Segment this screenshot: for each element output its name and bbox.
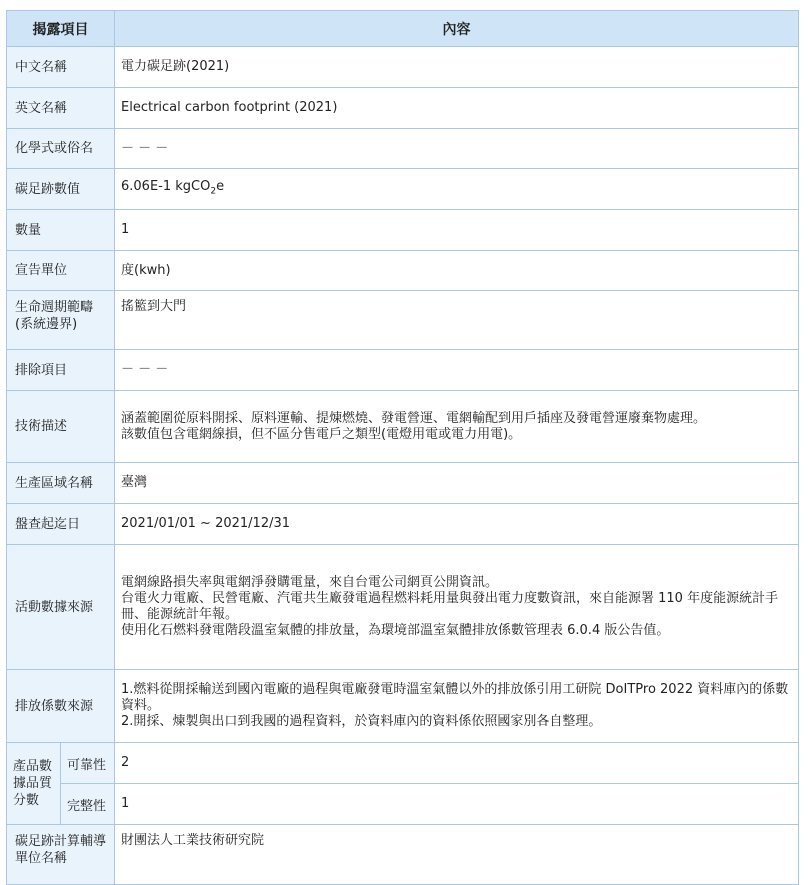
table-row xyxy=(7,291,799,350)
header-content: 內容 xyxy=(115,11,799,47)
row-value-declared-unit: 度(kwh) xyxy=(115,251,799,291)
table-row xyxy=(7,350,799,391)
table-row xyxy=(7,463,799,504)
row-value-quantity: 1 xyxy=(115,210,799,251)
activity-line: 電網線路損失率與電網淨發購電量，來自台電公司網頁公開資訊。 xyxy=(121,575,499,590)
row-value-region: 臺灣 xyxy=(115,463,799,504)
row-label-english-name: 英文名稱 xyxy=(7,88,115,129)
row-label-chemical: 化學式或俗名 xyxy=(7,129,115,169)
table-row xyxy=(7,545,799,670)
header-row xyxy=(7,11,799,47)
row-value-exclusion: － － － xyxy=(115,350,799,391)
row-value-lifecycle: 搖籃到大門 xyxy=(115,291,799,350)
emission-factor-line: 2.開採、煉製與出口到我國的過程資料，於資料庫內的資料係依照國家別各自整理。 xyxy=(121,714,602,729)
carbon-value-number: 6.06E-1 kgCO xyxy=(121,178,211,194)
row-value-activity xyxy=(115,545,799,670)
row-label-emission-factor: 排放係數來源 xyxy=(7,670,115,743)
row-value-period: 2021/01/01 ~ 2021/12/31 xyxy=(115,504,799,545)
row-label-chinese-name: 中文名稱 xyxy=(7,47,115,88)
row-label-quantity: 數量 xyxy=(7,210,115,251)
row-label-calc-unit: 碳足跡計算輔導單位名稱 xyxy=(7,825,115,885)
quality-reliability-value: 2 xyxy=(115,743,799,784)
tech-line: 涵蓋範圍從原料開採、原料運輸、提煉燃燒、發電營運、電網輸配到用戶插座及發電營運廢棄物處理。 xyxy=(121,410,707,426)
emission-factor-line: 1.燃料從開採輸送到國內電廠的過程與電廠發電時溫室氣體以外的排放係引用工研院 DoITPro 2022 資料庫內的係數資料。 xyxy=(121,682,789,713)
row-label-lifecycle: 生命週期範疇(系統邊界) xyxy=(7,291,115,350)
activity-line: 使用化石燃料發電階段溫室氣體的排放量，為環境部溫室氣體排放係數管理表 6.0.4 版公告值。 xyxy=(121,623,670,638)
row-label-quality: 產品數據品質分數 xyxy=(7,743,61,825)
activity-line: 台電火力電廠、民營電廠、汽電共生廠發電過程燃料耗用量與發出電力度數資訊，來自能源署 110 年度能源統計手冊、能源統計年報。 xyxy=(121,591,779,622)
header-item: 揭露項目 xyxy=(7,11,115,47)
row-value-chemical: － － － xyxy=(115,129,799,169)
quality-completeness-label: 完整性 xyxy=(61,784,115,825)
row-value-english-name: Electrical carbon footprint (2021) xyxy=(115,88,799,129)
carbon-value-suffix: e xyxy=(216,178,225,194)
table-row xyxy=(7,784,799,825)
tech-line: 該數值包含電網線損，但不區分售電戶之類型(電燈用電或電力用電)。 xyxy=(121,426,522,442)
row-value-carbon-value xyxy=(115,169,799,210)
table-row xyxy=(7,391,799,463)
table-row xyxy=(7,169,799,210)
table-row xyxy=(7,504,799,545)
quality-reliability-label: 可靠性 xyxy=(61,743,115,784)
table-row xyxy=(7,670,799,743)
row-value-emission-factor xyxy=(115,670,799,743)
row-label-period: 盤查起迄日 xyxy=(7,504,115,545)
disclosure-table xyxy=(6,10,799,885)
row-label-declared-unit: 宣告單位 xyxy=(7,251,115,291)
row-label-tech: 技術描述 xyxy=(7,391,115,463)
table-row xyxy=(7,825,799,885)
row-label-region: 生產區域名稱 xyxy=(7,463,115,504)
table-row xyxy=(7,88,799,129)
table-row xyxy=(7,251,799,291)
row-value-chinese-name: 電力碳足跡(2021) xyxy=(115,47,799,88)
row-label-exclusion: 排除項目 xyxy=(7,350,115,391)
row-label-activity: 活動數據來源 xyxy=(7,545,115,670)
carbon-value-subscript: 2 xyxy=(210,186,217,197)
table-row xyxy=(7,210,799,251)
table-row xyxy=(7,129,799,169)
row-value-tech xyxy=(115,391,799,463)
quality-completeness-value: 1 xyxy=(115,784,799,825)
table-row xyxy=(7,743,799,784)
row-value-calc-unit: 財團法人工業技術研究院 xyxy=(115,825,799,885)
row-label-carbon-value: 碳足跡數值 xyxy=(7,169,115,210)
table-row xyxy=(7,47,799,88)
